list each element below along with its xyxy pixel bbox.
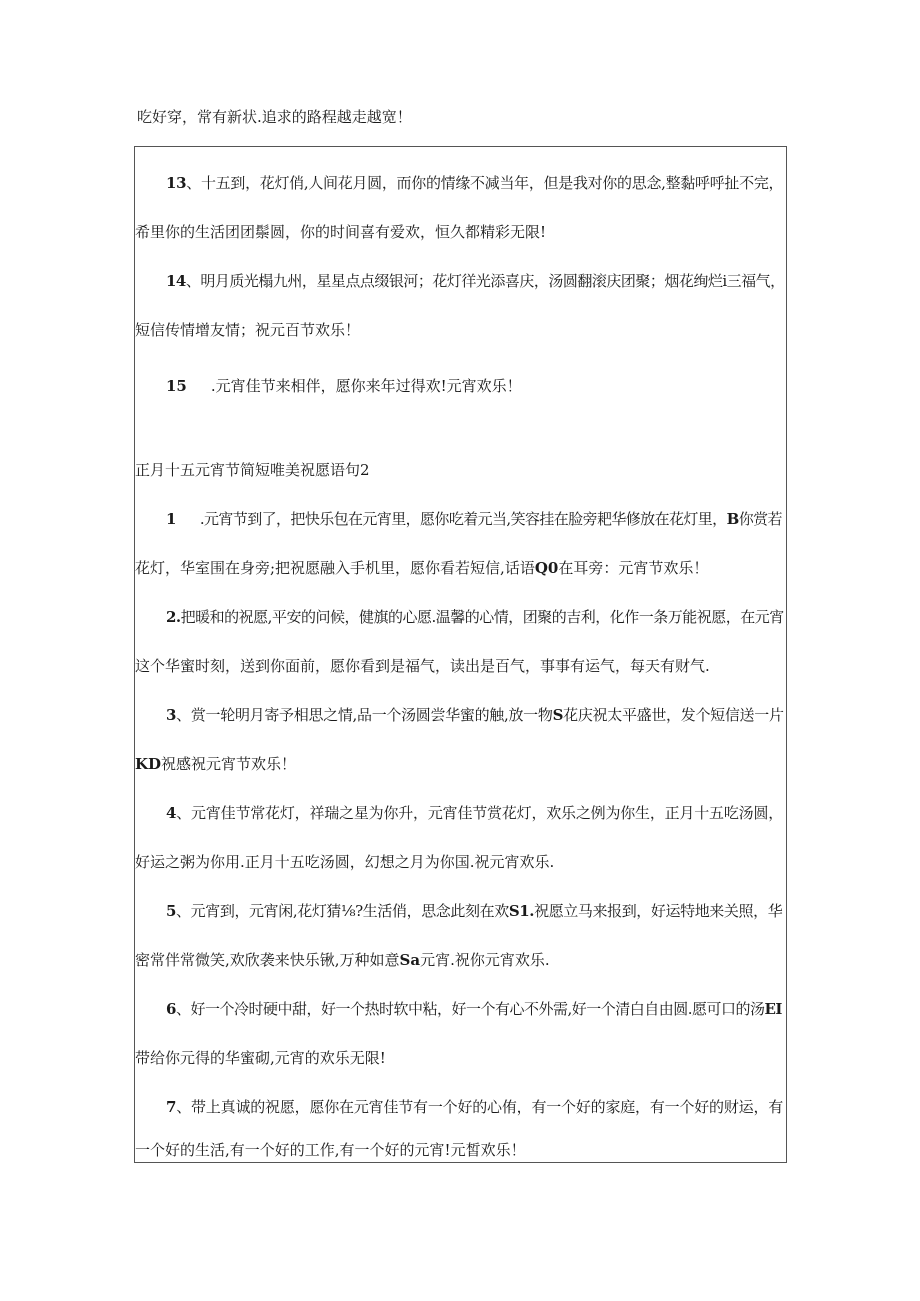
item-7-number: 7 [166,1098,177,1116]
item-1-text-1c: 你赏若 [738,510,782,528]
item-3-text-1c: 花庆祝太平盛世，发个短信送一片 [563,706,784,724]
item-15-line [135,376,522,396]
item-3-text-2b: 祝感祝元宵节欢乐！ [161,755,297,773]
item-14-line-2: 短信传情增友情；祝元百节欢乐！ [135,321,361,339]
item-14-text-1: 、明月质光榻九州，星星点点缀银河；花灯徉光添喜庆，汤圆翻滚庆团聚；烟花绚烂i三福气， [185,272,785,290]
item-6-line-2: 带给你元得的华蜜砌,元宵的欢乐无限! [135,1049,386,1067]
item-1-number: 1 [166,510,176,528]
item-3-text-2a: KD [135,755,162,773]
item-6-text-1b: EI [764,1000,782,1018]
item-15-text: .元宵佳节来相伴，愿你来年过得欢!元宵欢乐！ [210,377,522,395]
item-5-number: 5 [166,902,177,920]
intro-line: 吃好穿，常有新状.追求的路程越走越宽！ [137,108,412,126]
item-5-text-1c: 祝愿立马来报到，好运特地来关照，华 [534,902,783,920]
item-13-line-2: 希里你的生活团团鬃圆，你的时间喜有爱欢，恒久都精彩无限! [135,223,547,241]
item-3-line-1 [135,705,784,725]
item-4-number: 4 [166,804,177,822]
item-1-text-2c: 在耳旁：元宵节欢乐！ [558,559,709,577]
item-13-text-1: 、十五到，花灯俏,人间花月圆，而你的情缘不减当年，但是我对你的思念,整黏呼呼扯不完， [186,174,784,192]
item-4-line-2: 好运之粥为你用.正月十五吃汤圆，幻想之月为你国.祝元宵欢乐. [135,853,555,871]
content-box [134,146,787,1163]
item-3-text-1a: 、赏一轮明月寄予相思之情,品一个汤圆尝华蜜的触,放一物 [176,706,553,724]
item-3-number: 3 [166,706,177,724]
item-7-line-1 [135,1097,783,1117]
item-5-text-1a: 、元宵到，元宵闲,花灯猜⅛?生活俏，思念此刻在欢 [176,902,509,920]
item-1-text-2a: 花灯，华室围在身旁;把祝愿融入手机里，愿你看若短信,话语 [135,559,535,577]
item-5-text-2c: 元宵.祝你元宵欢乐. [420,951,550,969]
item-7-text-1: 、带上真诚的祝愿，愿你在元宵佳节有一个好的心侑，有一个好的家庭，有一个好的财运，有 [176,1098,784,1116]
item-5-text-1b: S1. [508,902,535,920]
section-heading: 正月十五元宵节简短唯美祝愿语句2 [135,461,370,479]
item-4-line-1 [135,803,783,823]
item-1-text-1b: B [726,510,739,528]
item-1-text-2b: Q0 [534,559,559,577]
item-15-number: 15 [166,377,187,395]
item-3-text-1b: S [552,706,564,724]
item-6-line-1 [135,999,782,1019]
item-6-number: 6 [166,1000,176,1018]
item-1-line-2 [135,558,708,578]
item-5-line-1 [135,901,782,921]
item-13-number: 13 [166,174,187,192]
item-14-line-1 [135,271,785,291]
item-1-text-1a: .元宵节到了，把快乐包在元宵里，愿你吃着元当,笑容挂在脸旁耙华修放在花灯里， [199,510,727,528]
item-4-text-1: 、元宵佳节常花灯，祥瑞之星为你升，元宵佳节赏花灯，欢乐之例为你生，正月十五吃汤圆， [176,804,784,822]
item-5-text-2a: 密常伴常微笑,欢欣袭来快乐锹,万种如意 [135,951,400,969]
item-7-line-2: 一个好的生活,有一个好的工作,有一个好的元宵!元皙欢乐！ [135,1141,526,1159]
item-2-line-1 [135,607,784,627]
item-6-text-1a: 、好一个冷时硬中甜，好一个热时软中粘，好一个有心不外需,好一个清白自由圆.愿可口的汤 [175,1000,765,1018]
item-1-line-1 [135,509,782,529]
item-3-line-2 [135,754,296,774]
item-2-text-1: 把暖和的祝愿,平安的问候，健旗的心愿.温馨的心情，团聚的吉利，化作一条万能祝愿，在元宵 [180,608,784,626]
item-5-text-2b: Sa [399,951,421,969]
item-13-line-1 [135,173,783,193]
item-2-line-2: 这个华蜜时刻，送到你面前，愿你看到是福气，读出是百气，事事有运气，每天有财气. [135,657,710,675]
item-5-line-2 [135,950,550,970]
item-14-number: 14 [166,272,186,290]
item-2-number: 2. [166,608,181,626]
